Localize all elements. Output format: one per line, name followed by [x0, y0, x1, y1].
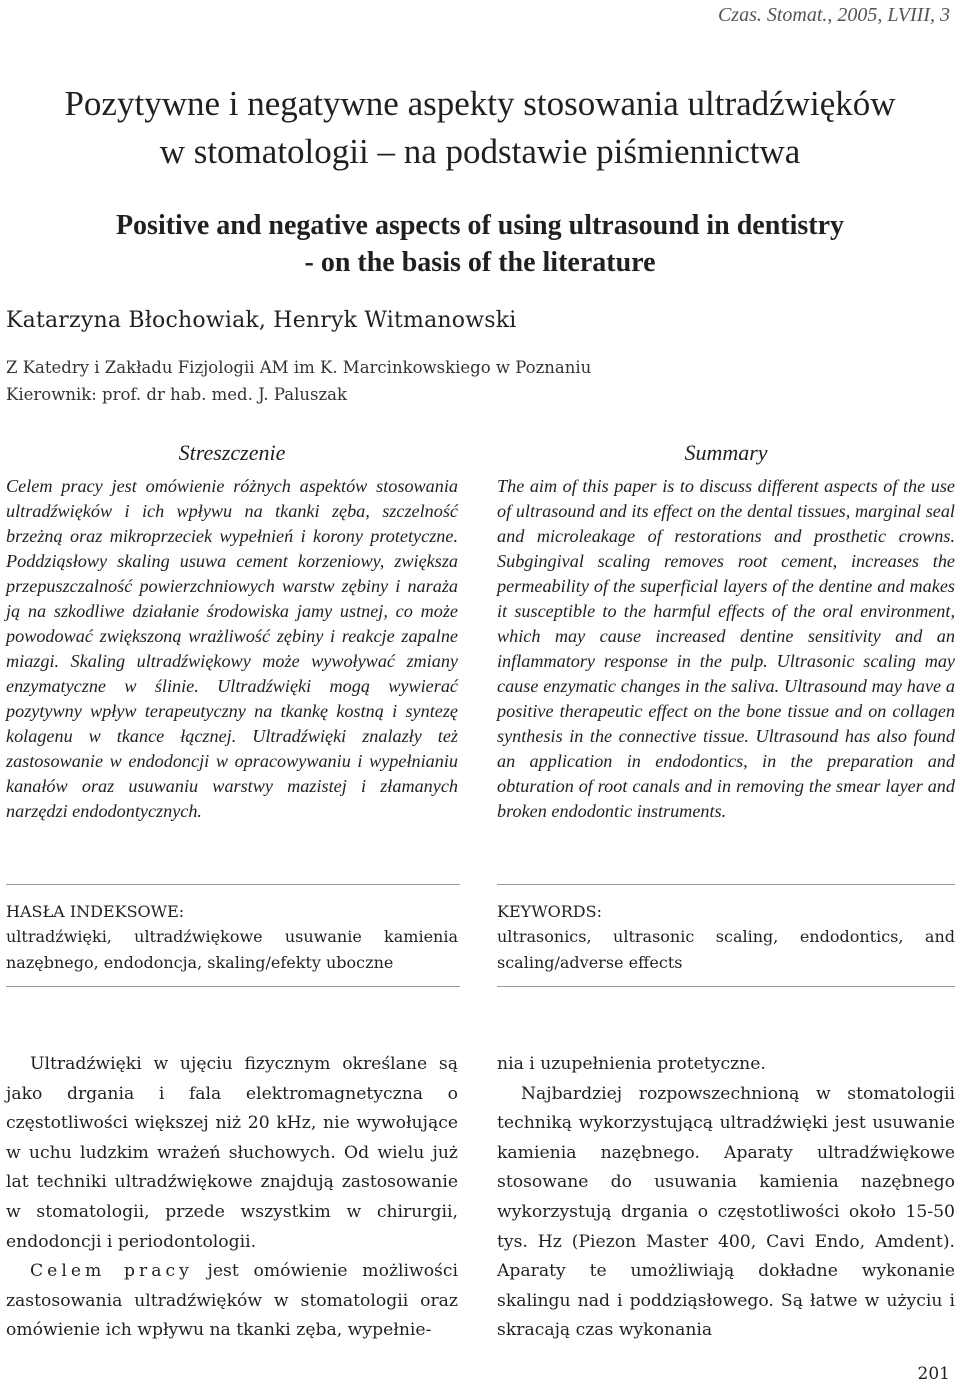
abstract-polish-heading: Streszczenie	[178, 440, 286, 465]
keywords-english-bottom-rule	[497, 986, 955, 987]
body-column-left	[6, 1050, 458, 1346]
body-paragraph-continued: nia i uzupełnienia protetyczne.	[497, 1054, 766, 1074]
title-english-line-1: Positive and negative aspects of using ultrasound in dentistry	[115, 210, 845, 241]
page-number: 201	[917, 1364, 950, 1384]
body-column-right	[497, 1050, 955, 1346]
body-paragraph	[6, 1257, 458, 1346]
body-paragraph: Ultradźwięki w ujęciu fizycznym określane są jako drgania i fala elektromagnetyczna o częstotliwości większej niż 20 kHz, nie wywołujące w uchu ludzkim wrażeń słuchowych. Od wielu już lat techniki ultradźwiękowe znajdują zastosowanie w stomatologii, przede wszystkim w chirurgii, endodoncji i periodontologii.	[6, 1054, 458, 1252]
authors: Katarzyna Błochowiak, Henryk Witmanowski	[6, 308, 517, 333]
keywords-polish-top-rule	[6, 884, 460, 885]
title-english	[0, 207, 960, 281]
journal-reference: Czas. Stomat., 2005, LVIII, 3	[717, 4, 950, 26]
affiliation	[6, 354, 591, 408]
abstract-polish	[6, 440, 458, 824]
keywords-english-label: KEYWORDS:	[497, 902, 602, 921]
affiliation-department: Z Katedry i Zakładu Fizjologii AM im K. Marcinkowskiego w Poznaniu	[6, 358, 592, 377]
title-polish	[0, 80, 960, 176]
title-polish-line-1: Pozytywne i negatywne aspekty stosowania ultradźwięków	[64, 84, 896, 123]
title-polish-line-2: w stomatologii – na podstawie piśmiennictwa	[159, 132, 801, 171]
body-paragraph: Najbardziej rozpowszechnioną w stomatologii techniką wykorzystującą ultradźwięki jest usuwanie kamienia nazębnego. Aparaty ultradźwiękowe stosowane do usuwania kamienia nazębnego wykorzystują drgania o częstotliwości około 15-50 tys. Hz (Piezon Master 400, Cavi Endo, Amdent). Aparaty te umożliwiają dokładne wykonanie skalingu nad i poddziąsłowego. Są łatwe w użyciu i skracają czas wykonania	[497, 1083, 955, 1341]
abstract-english-text: The aim of this paper is to discuss different aspects of the use of ultrasound and its effect on the dental tissues, marginal seal and microleakage of restorations and prosthetic crowns. Subgingival scaling removes root cement, increases the permeability of the superficial layers of the dentine and makes it susceptible to the harmful effects of the oral environment, which may cause increased dentine sensitivity and an inflammatory response in the pulp. Ultrasonic scaling may cause enzymatic changes in the saliva. Ultrasound may have a positive therapeutic effect on the bone tissue and on collagen synthesis in the connective tissue. Ultrasound has also found an application in endodontics, in the preparation and obturation of root canals and in removing the smear layer and broken endodontic instruments.	[497, 476, 955, 821]
emphasis-spaced: Celem pracy	[30, 1261, 193, 1282]
keywords-polish-label: HASŁA INDEKSOWE:	[6, 902, 185, 921]
keywords-english	[497, 900, 955, 976]
keywords-english-text: ultrasonics, ultrasonic scaling, endodontics, and scaling/adverse effects	[497, 927, 955, 972]
body-paragraph-rest: jest omówienie możliwości zastosowania ultradźwięków w stomatologii oraz omówienie ich wpływu na tkanki zęba, wypełnie-	[6, 1261, 458, 1341]
keywords-english-top-rule	[497, 884, 955, 885]
abstract-english	[497, 440, 955, 824]
abstract-english-heading: Summary	[684, 440, 768, 465]
keywords-polish-bottom-rule	[6, 986, 460, 987]
affiliation-head: Kierownik: prof. dr hab. med. J. Paluszak	[6, 385, 348, 404]
keywords-polish	[6, 900, 458, 976]
keywords-polish-text: ultradźwięki, ultradźwiękowe usuwanie kamienia nazębnego, endodoncja, skaling/efekty uboczne	[6, 927, 458, 972]
abstract-polish-text: Celem pracy jest omówienie różnych aspektów stosowania ultradźwięków i ich wpływu na tkanki zęba, szczelność brzeżną oraz mikroprzeciek wypełnień i korony protetyczne. Poddziąsłowy skaling usuwa cement korzeniowy, zwiększa przepuszczalność powierzchniowych warstw zębiny i naraża ją na szkodliwe działanie środowiska jamy ustnej, co może powodować zwiększoną wrażliwość zębiny i reakcje zapalne miazgi. Skaling ultradźwiękowy może wywoływać zmiany enzymatyczne w ślinie. Ultradźwięki mogą wywierać pozytywny wpływ terapeutyczny na tkankę kostną i syntezę kolagenu w tkance łącznej. Ultradźwięki znalazły też zastosowanie w endodoncji w opracowywaniu i wypełnianiu kanałów oraz usuwaniu warstwy mazistej i złamanych narzędzi endodontycznych.	[6, 476, 458, 821]
title-english-line-2: - on the basis of the literature	[304, 247, 656, 278]
